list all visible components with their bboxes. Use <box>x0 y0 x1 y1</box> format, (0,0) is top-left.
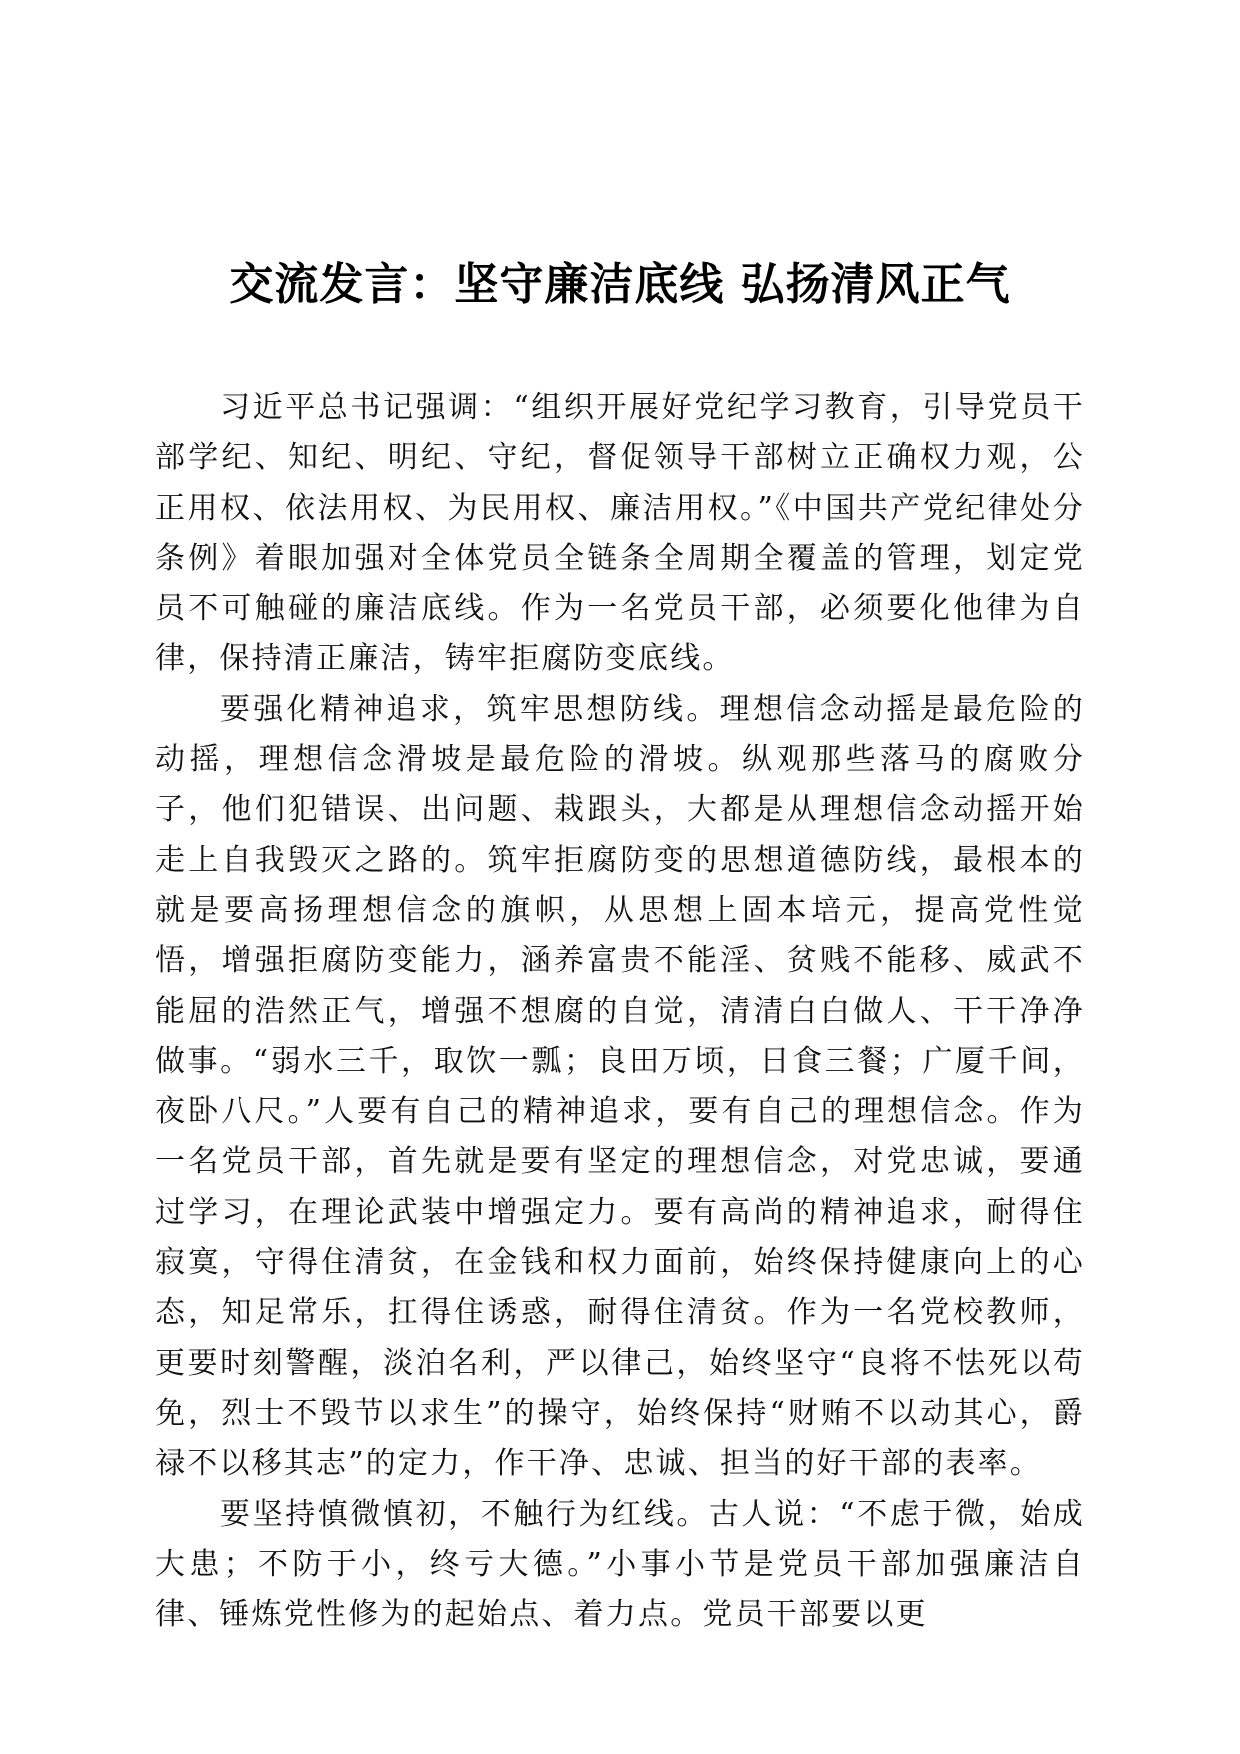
document-body <box>155 383 1085 1640</box>
paragraph-spiritual-pursuit: 要强化精神追求，筑牢思想防线。理想信念动摇是最危险的动摇，理想信念滑坡是最危险的滑坡。纵观那些落马的腐败分子，他们犯错误、出问题、栽跟头，大都是从理想信念动摇开始走上自我毁灭之路的。筑牢拒腐防变的思想道德防线，最根本的就是要高扬理想信念的旗帜，从思想上固本培元，提高党性觉悟，增强拒腐防变能力，涵养富贵不能淫、贫贱不能移、威武不能屈的浩然正气，增强不想腐的自觉，清清白白做人、干干净净做事。“弱水三千，取饮一瓢；良田万顷，日食三餐；广厦千间，夜卧八尺。”人要有自己的精神追求，要有自己的理想信念。作为一名党员干部，首先就是要有坚定的理想信念，对党忠诚，要通过学习，在理论武装中增强定力。要有高尚的精神追求，耐得住寂寞，守得住清贫，在金钱和权力面前，始终保持健康向上的心态，知足常乐，扛得住诱惑，耐得住清贫。作为一名党校教师，更要时刻警醒，淡泊名利，严以律己，始终坚守“良将不怯死以苟免，烈士不毁节以求生”的操守，始终保持“财贿不以动其心，爵禄不以移其志”的定力，作干净、忠诚、担当的好干部的表率。 <box>155 691 1085 1482</box>
paragraph-intro: 习近平总书记强调：“组织开展好党纪学习教育，引导党员干部学纪、知纪、明纪、守纪，督促领导干部树立正确权力观，公正用权、依法用权、为民用权、廉洁用权。”《中国共产党纪律处分条例》着眼加强对全体党员全链条全周期全覆盖的管理，划定党员不可触碰的廉洁底线。作为一名党员干部，必须要化他律为自律，保持清正廉洁，铸牢拒腐防变底线。 <box>155 390 1085 677</box>
document-title: 交流发言：坚守廉洁底线 弘扬清风正气 <box>229 259 1011 310</box>
paragraph-caution: 要坚持慎微慎初，不触行为红线。古人说：“不虑于微，始成大患；不防于小，终亏大德。”小事小节是党员干部加强廉洁自律、锤炼党性修为的起始点、着力点。党员干部要以更 <box>155 1496 1085 1633</box>
